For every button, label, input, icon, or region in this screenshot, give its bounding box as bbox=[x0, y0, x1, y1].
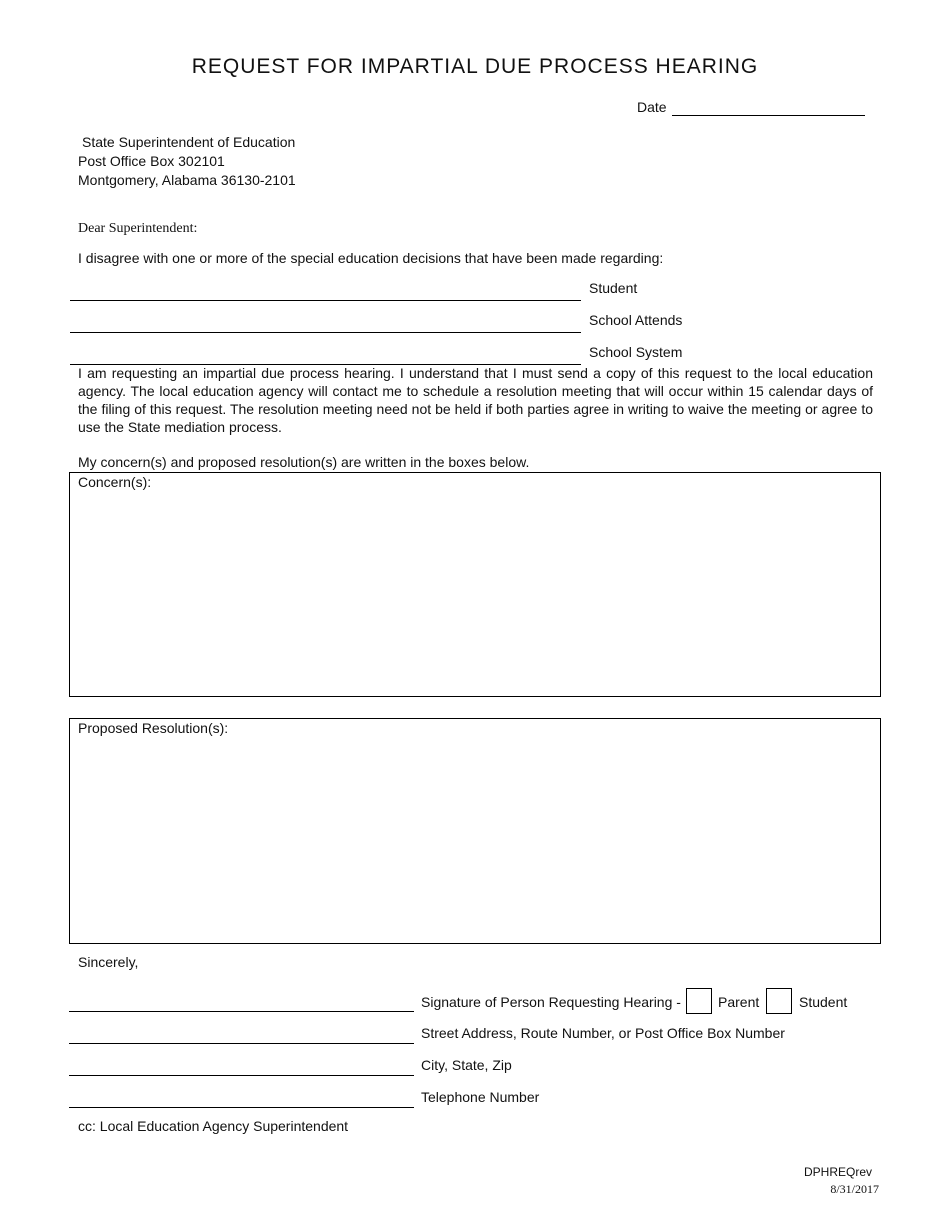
cc-line: cc: Local Education Agency Superintendent bbox=[78, 1118, 349, 1134]
recipient-name: State Superintendent of Education bbox=[82, 134, 296, 150]
student-checkbox-label: Student bbox=[799, 994, 848, 1010]
address-label: Street Address, Route Number, or Post Office Box Number bbox=[421, 1025, 785, 1041]
school-attends-field-line bbox=[70, 332, 581, 333]
city-field[interactable] bbox=[69, 1053, 414, 1075]
school-system-label: School System bbox=[589, 344, 683, 360]
student-checkbox[interactable] bbox=[766, 988, 792, 1014]
salutation: Dear Superintendent: bbox=[78, 221, 198, 236]
concerns-label: Concern(s): bbox=[78, 474, 152, 490]
boxes-intro: My concern(s) and proposed resolution(s) are written in the boxes below. bbox=[78, 454, 530, 470]
parent-checkbox[interactable] bbox=[686, 988, 712, 1014]
date-label: Date bbox=[637, 99, 667, 115]
phone-field[interactable] bbox=[69, 1085, 414, 1107]
date-field-line bbox=[672, 115, 865, 116]
phone-label: Telephone Number bbox=[421, 1089, 540, 1105]
school-system-field[interactable] bbox=[70, 342, 581, 364]
recipient-city: Montgomery, Alabama 36130-2101 bbox=[78, 172, 296, 188]
phone-field-line bbox=[69, 1107, 414, 1108]
signature-label: Signature of Person Requesting Hearing - bbox=[421, 994, 681, 1010]
school-attends-label: School Attends bbox=[589, 312, 683, 328]
recipient-po-box: Post Office Box 302101 bbox=[78, 153, 225, 169]
form-code: DPHREQrev bbox=[803, 1165, 872, 1179]
student-field-line bbox=[70, 300, 581, 301]
concerns-box[interactable] bbox=[69, 472, 881, 697]
request-paragraph: I am requesting an impartial due process hearing. I understand that I must send a copy of this request to the local education agency. The local education agency will contact me to schedule a resolution meeting that will occur within 15 calendar days of the filing of this request. The resolution meeting need not be held if both parties agree in writing to waive the meeting or agree to use the State mediation process. bbox=[78, 365, 873, 435]
address-field[interactable] bbox=[69, 1021, 414, 1043]
address-field-line bbox=[69, 1043, 414, 1044]
student-label: Student bbox=[589, 280, 638, 296]
resolution-label: Proposed Resolution(s): bbox=[78, 720, 229, 736]
closing: Sincerely, bbox=[78, 954, 139, 970]
revision-date: 8/31/2017 bbox=[830, 1182, 879, 1196]
signature-field[interactable] bbox=[69, 989, 414, 1011]
school-attends-field[interactable] bbox=[70, 310, 581, 332]
city-field-line bbox=[69, 1075, 414, 1076]
student-field[interactable] bbox=[70, 278, 581, 300]
date-field[interactable] bbox=[672, 93, 865, 115]
signature-field-line bbox=[69, 1011, 414, 1012]
resolution-box[interactable] bbox=[69, 718, 881, 944]
disagree-statement: I disagree with one or more of the special education decisions that have been made regarding: bbox=[78, 250, 664, 266]
form-title: REQUEST FOR IMPARTIAL DUE PROCESS HEARING bbox=[191, 55, 759, 78]
city-label: City, State, Zip bbox=[421, 1057, 512, 1073]
parent-label: Parent bbox=[718, 994, 760, 1010]
